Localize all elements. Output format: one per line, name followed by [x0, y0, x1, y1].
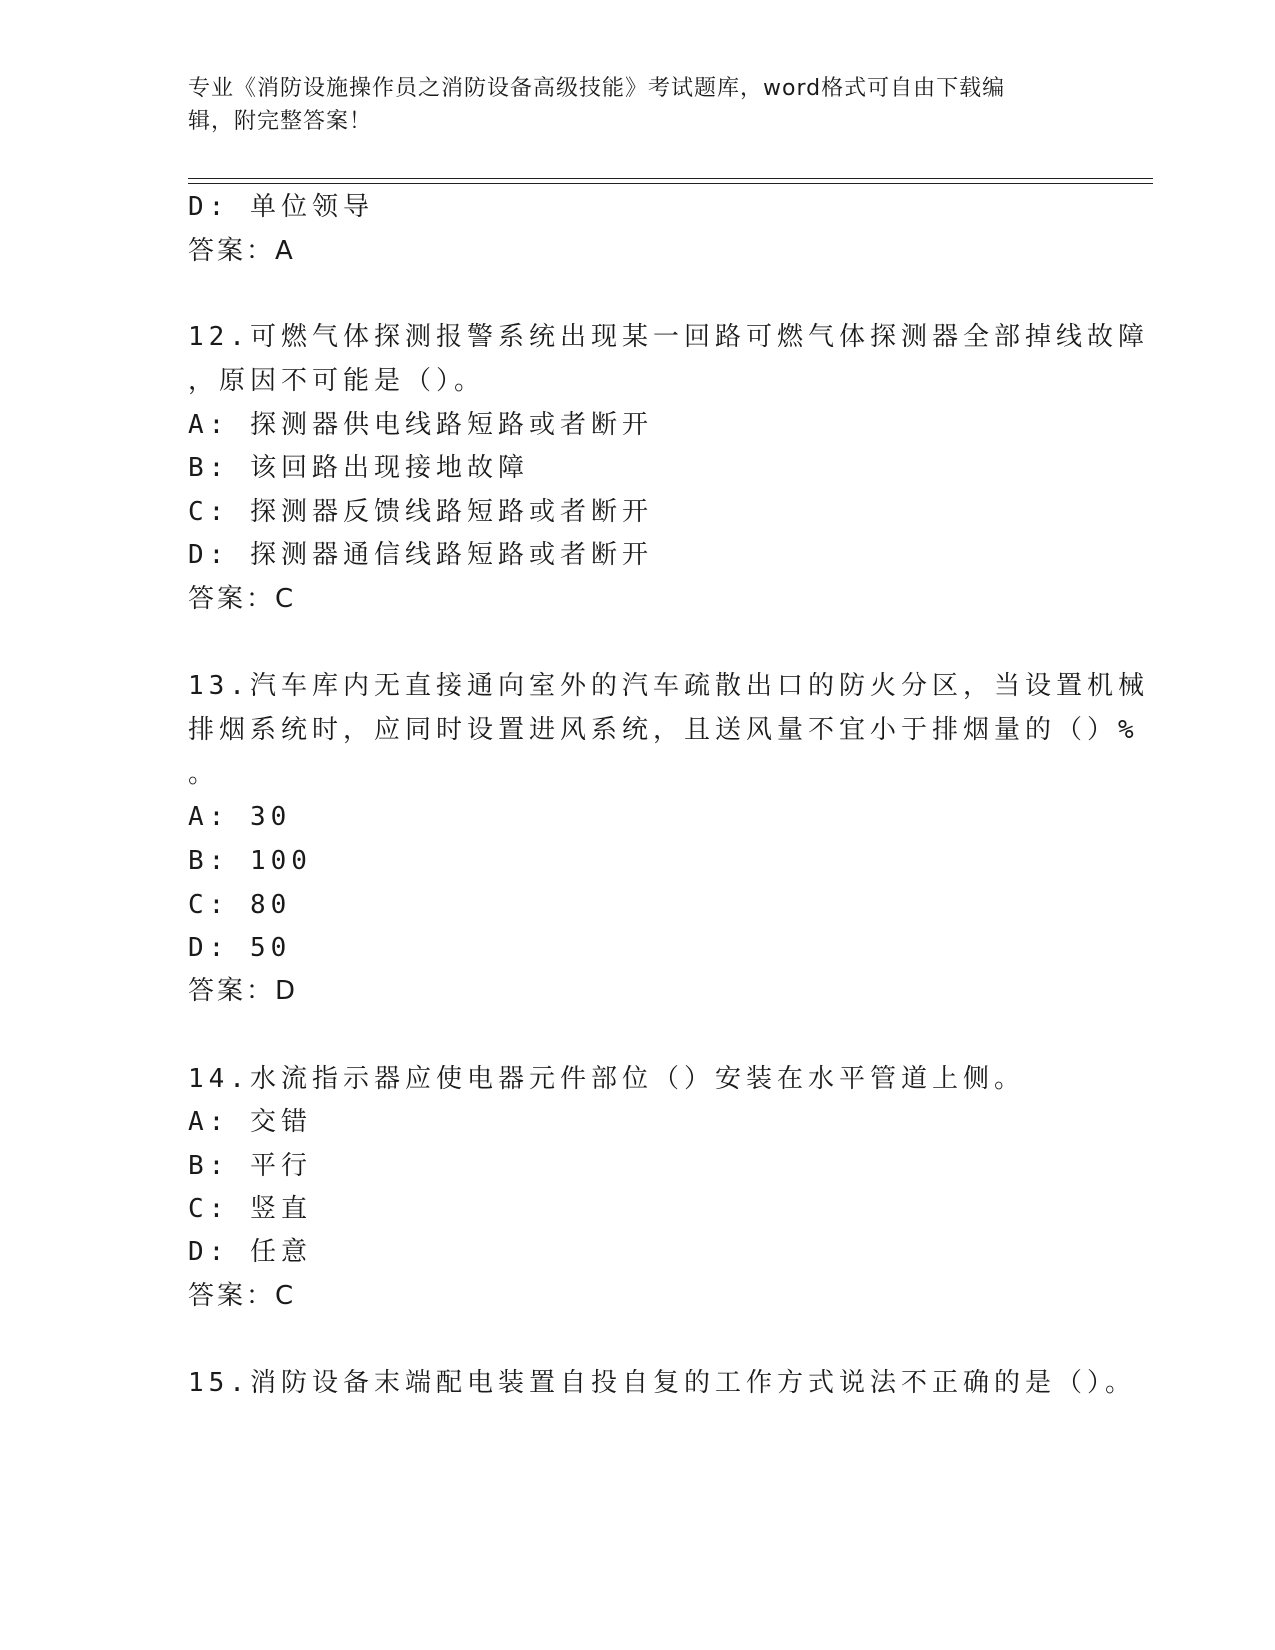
header-divider-bottom — [188, 183, 1153, 184]
q13-option-d: D: 50 — [188, 933, 292, 963]
q13-stem-line-1: 13.汽车库内无直接通向室外的汽车疏散出口的防火分区，当设置机械 — [188, 671, 1149, 701]
prev-answer: 答案：A — [188, 236, 296, 266]
q13-answer: 答案：D — [188, 976, 299, 1006]
q12-option-c: C: 探测器反馈线路短路或者断开 — [188, 497, 653, 527]
q12-stem-line-1: 12.可燃气体探测报警系统出现某一回路可燃气体探测器全部掉线故障 — [188, 322, 1149, 352]
q14-answer: 答案：C — [188, 1281, 297, 1311]
q14-option-c: C: 竖直 — [188, 1194, 312, 1224]
header-line-2: 辑，附完整答案！ — [188, 109, 373, 134]
q12-option-a: A: 探测器供电线路短路或者断开 — [188, 410, 653, 440]
header-line-1: 专业《消防设施操作员之消防设备高级技能》考试题库，word格式可自由下载编 — [188, 76, 1006, 101]
q12-option-b: B: 该回路出现接地故障 — [188, 453, 529, 483]
q13-option-c: C: 80 — [188, 890, 292, 920]
q14-option-a: A: 交错 — [188, 1107, 312, 1137]
q13-option-a: A: 30 — [188, 802, 292, 832]
q14-option-d: D: 任意 — [188, 1237, 312, 1267]
document-header — [188, 72, 1068, 138]
q12-stem-line-2: ，原因不可能是（）。 — [188, 366, 486, 396]
q13-stem-line-2: 排烟系统时，应同时设置进风系统，且送风量不宜小于排烟量的（）% — [188, 715, 1139, 745]
header-divider-top — [188, 178, 1153, 179]
q13-stem-line-3: 。 — [188, 759, 220, 789]
prev-option-d: D: 单位领导 — [188, 192, 374, 222]
q12-option-d: D: 探测器通信线路短路或者断开 — [188, 540, 653, 570]
q14-stem-line-1: 14.水流指示器应使电器元件部位（）安装在水平管道上侧。 — [188, 1064, 1025, 1094]
q13-option-b: B: 100 — [188, 846, 312, 876]
q15-stem-line-1: 15.消防设备末端配电装置自投自复的工作方式说法不正确的是（）。 — [188, 1368, 1136, 1398]
q14-option-b: B: 平行 — [188, 1151, 312, 1181]
q12-answer: 答案：C — [188, 584, 297, 614]
